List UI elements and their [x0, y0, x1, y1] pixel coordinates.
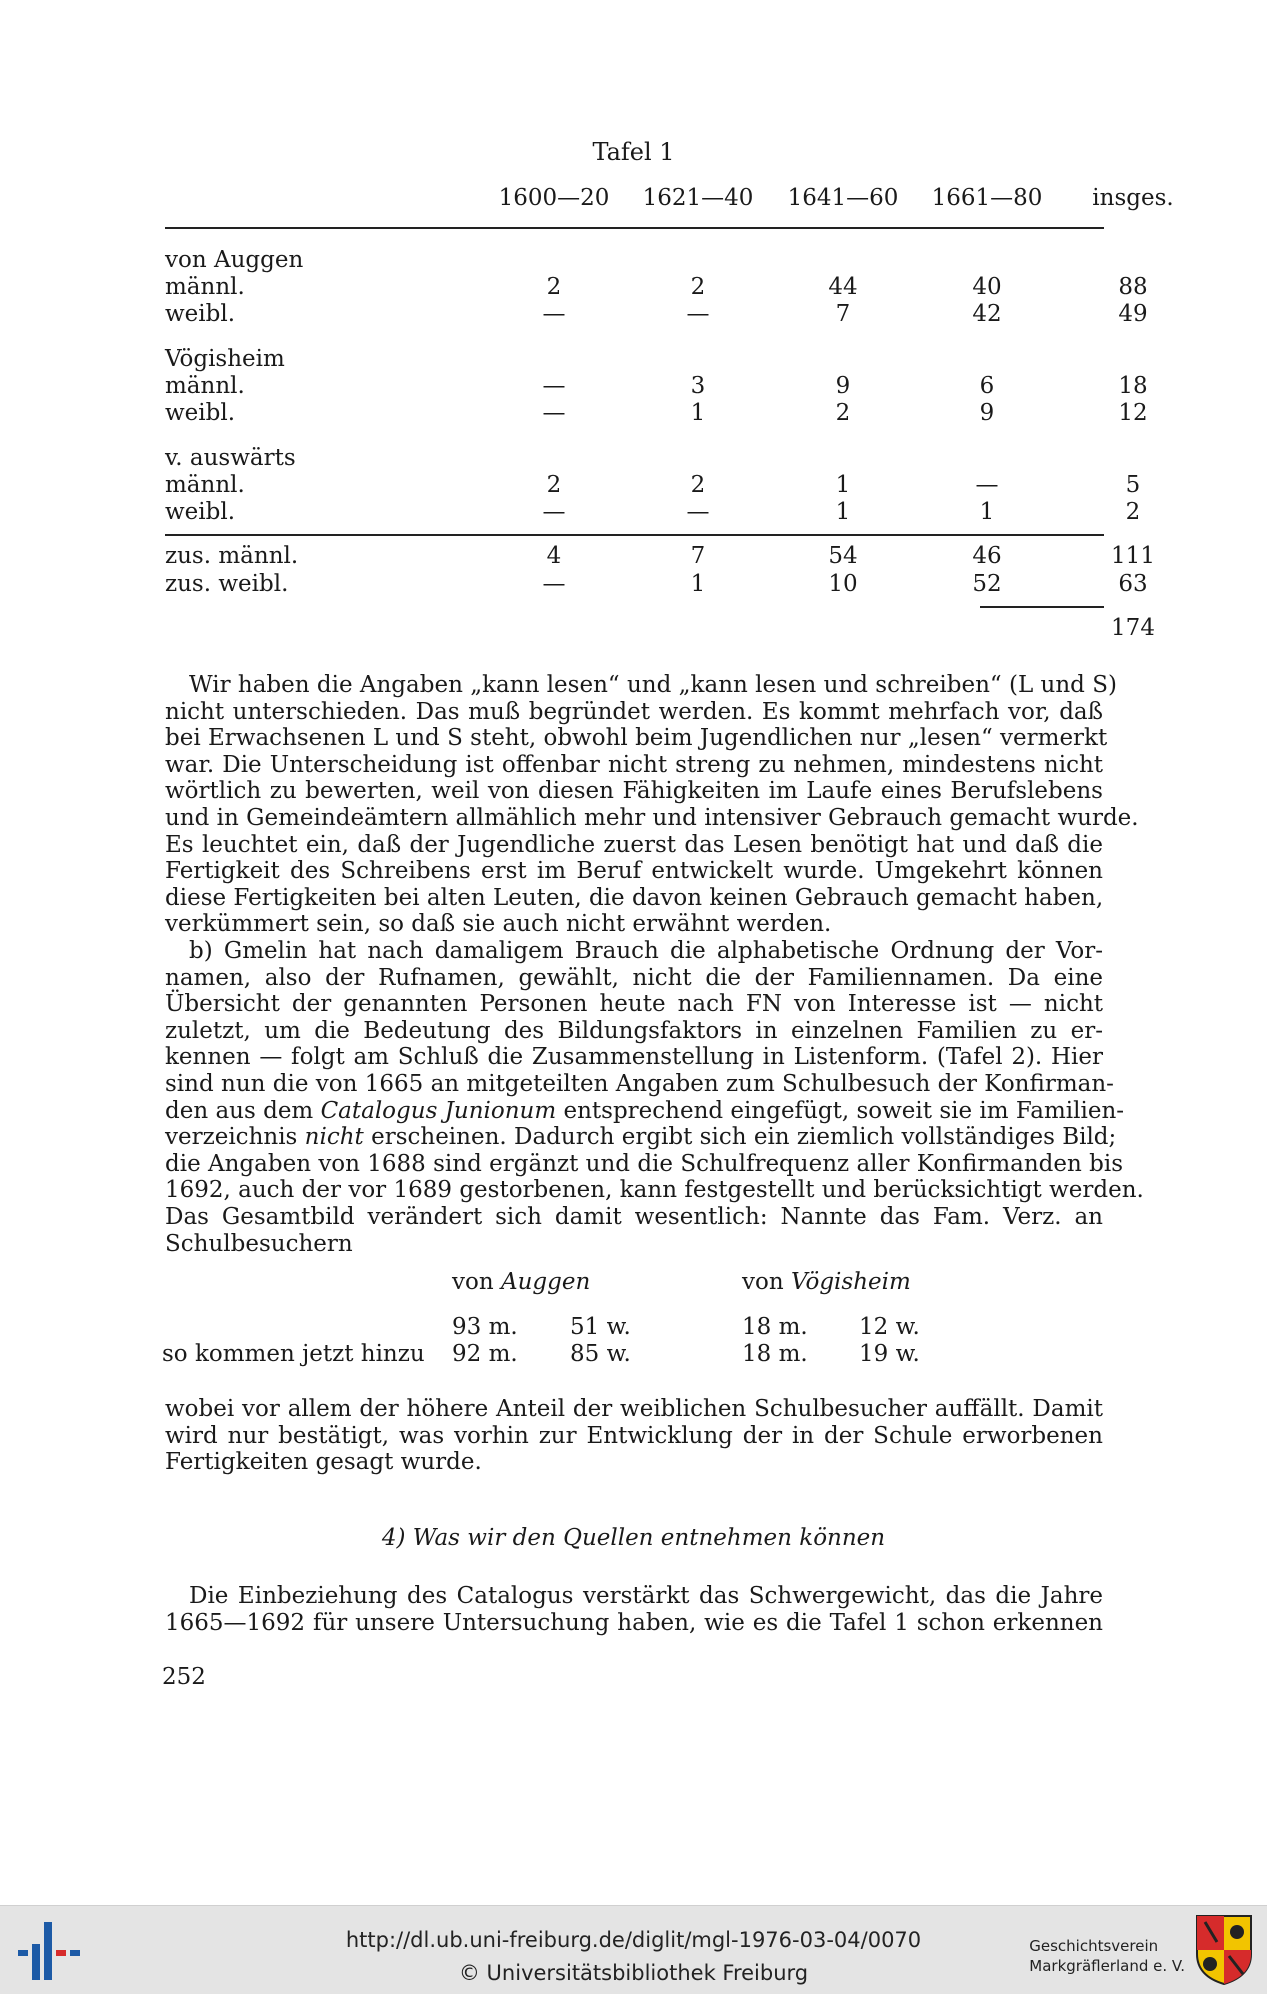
origin-header-auggen: von Auggen [452, 1269, 591, 1295]
paragraph: Die Einbeziehung des Catalogus verstärkt das Schwergewicht, das die Jahre 1665—1692 für unsere Untersuchung haben, wie es die Tafel 1 schon erkennen [165, 1583, 1103, 1636]
copyright-text: © Universitätsbibliothek Freiburg [458, 1961, 809, 1985]
grand-total-rule [980, 606, 1104, 608]
document-page: Tafel 1 1600—20 1621—40 1641—60 1661—80 insges. von Auggen männl. 2 2 44 40 88 weibl. — — 7 42 49 Vögisheim männl. — 3 9 6 18 weibl. — 1 2 9 12 v. auswärts männl. 2 2 1 — 5 weibl. — — 1 1 2 zus. männl. 4 7 54 46 111 zus. weibl. — 1 10 52 63 174 Wir haben die Angaben „kann lesen“ und „kann lesen und schreiben“ (L und S) nicht unterschieden. Das muß begründet werden. Es kommt mehrfach vor, daß bei Erwachsenen L und S steht, obwohl beim Jugendlichen nur „lesen“ vermerkt war. Die Unterscheidung ist offenbar nicht streng zu nehmen, mindestens nicht wörtlich zu bewerten, weil von diesen Fähigkeiten im Laufe eines Berufslebens und in Gemeindeämtern allmählich mehr und intensiver Gebrauch gemacht wurde. Es leuchtet ein, daß der Jugendliche zuerst das Lesen benötigt hat und daß die Fertigkeit des Schreibens erst im Beruf entwickelt wurde. Umgekehrt können diese Fertigkeiten bei alten Leuten, die davon keinen Gebrauch gemacht haben, verkümmert sein, so daß sie auch nicht erwähnt werden. b) Gmelin hat nach damaligem Brauch die alphabetische Ordnung der Vor- namen, also der Rufnamen, gewählt, nicht die der Familiennamen. Da eine Übersicht der genannten Personen heute nach FN von Interesse ist — nicht zuletzt, um die Bedeutung des Bildungsfaktors in einzelnen Familien zu er- kennen — folgt am Schluß die Zusammenstellung in Listenform. (Tafel 2). Hier sind nun die von 1665 an mitgeteilten Angaben zum Schulbesuch der Konfirman- den aus dem Catalogus Junionum entsprechend eingefügt, soweit sie im Familien- verzeichnis nicht erscheinen. Dadurch ergibt sich ein ziemlich vollständiges Bild; die Angaben von 1688 sind ergänzt und die Schulfrequenz aller Konfirmanden bis 1692, auch der vor 1689 gestorbenen, kann festgestellt und berücksichtigt werden. Das Gesamtbild verändert sich damit wesentlich: Nannte das Fam. Verz. an Schulbesuchern von Auggen von Vögisheim 93 m. 51 w. 18 m. 12 w. so kommen jetzt hinzu 92 m. 85 w. 18 m. 19 w. wobei vor allem der höhere Anteil der weiblichen Schulbesucher auffällt. Damit wird nur bestätigt, was vorhin zur Entwicklung der in der Schule erworbenen Fertigkeiten gesagt wurde. 4) Was wir den Quellen entnehmen können Die Einbeziehung des Catalogus verstärkt das Schwergewicht, das die Jahre 1665—1692 für unsere Untersuchung haben, wie es die Tafel 1 schon erkennen 252 [0, 0, 1267, 1905]
table-totals-rule [165, 534, 1104, 536]
permalink[interactable]: http://dl.ub.uni-freiburg.de/diglit/mgl-1976-03-04/0070 [345, 1928, 922, 1952]
origin-header-voegisheim: von Vögisheim [742, 1269, 911, 1295]
page-number: 252 [162, 1664, 206, 1690]
italic-emphasis: nicht [304, 1124, 364, 1151]
col-header: insges. [1092, 185, 1174, 211]
table-row: weibl. — — 7 42 49 [165, 301, 1148, 327]
paragraph: wobei vor allem der höhere Anteil der weiblichen Schulbesucher auffällt. Damit wird nur bestätigt, was vorhin zur Entwicklung der in der Schule erworbenen Fertigkeiten gesagt wurde. [165, 1396, 1103, 1476]
group-label: Vögisheim [165, 346, 285, 372]
table-top-rule [165, 227, 1104, 229]
grand-total: 174 [1111, 615, 1155, 641]
society-name: Geschichtsverein Markgräflerland e. V. [1029, 1937, 1185, 1975]
footer-bar [0, 1905, 1267, 1994]
group-label: von Auggen [165, 247, 304, 273]
col-header: 1641—60 [787, 185, 899, 211]
coat-of-arms-icon [1195, 1914, 1253, 1986]
total-row: zus. weibl. — 1 10 52 63 [165, 571, 1148, 597]
table-title: Tafel 1 [592, 138, 675, 166]
col-header: 1661—80 [931, 185, 1043, 211]
table-row: weibl. — — 1 1 2 [165, 499, 1141, 525]
section-heading: 4) Was wir den Quellen entnehmen können [381, 1525, 886, 1551]
col-header: 1600—20 [498, 185, 610, 211]
paragraph: Wir haben die Angaben „kann lesen“ und „kann lesen und schreiben“ (L und S) nicht unterschieden. Das muß begründet werden. Es kommt mehrfach vor, daß bei Erwachsenen L und S steht, obwohl beim Jugendlichen nur „lesen“ vermerkt war. Die Unterscheidung ist offenbar nicht streng zu nehmen, mindestens nicht wörtlich zu bewerten, weil von diesen Fähigkeiten im Laufe eines Berufslebens und in Gemeindeämtern allmählich mehr und intensiver Gebrauch gemacht wurde. Es leuchtet ein, daß der Jugendliche zuerst das Lesen benötigt hat und daß die Fertigkeit des Schreibens erst im Beruf entwickelt wurde. Umgekehrt können diese Fertigkeiten bei alten Leuten, die davon keinen Gebrauch gemacht haben, verkümmert sein, so daß sie auch nicht erwähnt werden. [165, 672, 1139, 938]
italic-title: Catalogus Junionum [320, 1097, 557, 1124]
total-row: zus. männl. 4 7 54 46 111 [165, 543, 1155, 569]
group-label: v. auswärts [165, 445, 296, 471]
table-header-row [165, 184, 1174, 212]
table-row: männl. — 3 9 6 18 [165, 373, 1148, 399]
grand-total-row [165, 614, 1155, 642]
col-header: 1621—40 [642, 185, 754, 211]
table-row: männl. 2 2 44 40 88 [165, 274, 1148, 300]
paragraph: b) Gmelin hat nach damaligem Brauch die alphabetische Ordnung der Vor- namen, also der Rufnamen, gewählt, nicht die der Familiennamen. Da eine Übersicht der genannten Personen heute nach FN von Interesse ist — nicht zuletzt, um die Bedeutung des Bildungsfaktors in einzelnen Familien zu er- kennen — folgt am Schluß die Zusammenstellung in Listenform. (Tafel 2). Hier sind nun die von 1665 an mitgeteilten Angaben zum Schulbesuch der Konfirman- den aus dem Catalogus Junionum entsprechend eingefügt, soweit sie im Familien- verzeichnis nicht erscheinen. Dadurch ergibt sich ein ziemlich vollständiges Bild; die Angaben von 1688 sind ergänzt und die Schulfrequenz aller Konfirmanden bis 1692, auch der vor 1689 gestorbenen, kann festgestellt und berücksichtigt werden. Das Gesamtbild verändert sich damit wesentlich: Nannte das Fam. Verz. an Schulbesuchern [165, 938, 1144, 1257]
row-label: so kommen jetzt hinzu [162, 1341, 425, 1367]
table-row: männl. 2 2 1 — 5 [165, 472, 1141, 498]
table-row: weibl. — 1 2 9 12 [165, 400, 1148, 426]
